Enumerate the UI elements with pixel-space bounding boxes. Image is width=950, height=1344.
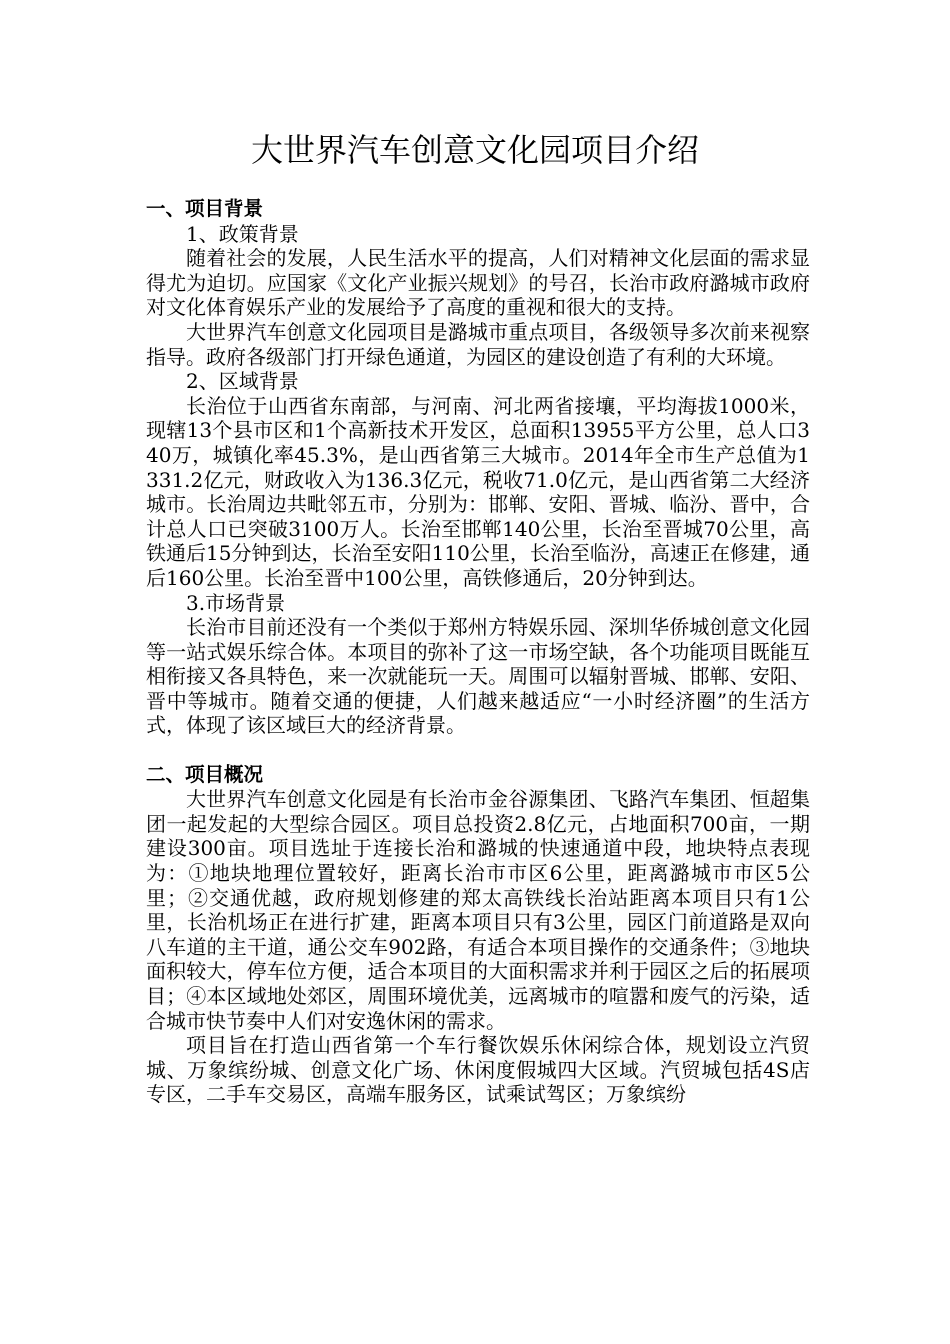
section-heading-background: 一、项目背景 xyxy=(146,197,264,220)
paragraph: 长治位于山西省东南部，与河南、河北两省接壤，平均海拔1000米，现辖13个县市区和1个高新技术开发区，总面积13955平方公里，总人口340万，城镇化率45.3%，是山西省第三大城市。2014年全市生产总值为1331.2亿元，财政收入为136.3亿元，税收71.0亿元，是山西省第二大经济城市。长治周边共毗邻五市，分别为：邯郸、安阳、晋城、临汾、晋中，合计总人口已突破3100万人。长治至邯郸140公里，长治至晋城70公里，高铁通后15分钟到达，长治至安阳110公里，长治至临汾，高速正在修建，通后160公里。长治至晋中100公里，高铁修通后，20分钟到达。 xyxy=(146,393,810,590)
paragraph: 随着社会的发展，人民生活水平的提高，人们对精神文化层面的需求显得尤为迫切。应国家《文化产业振兴规划》的号召，长治市政府潞城市政府对文化体育娱乐产业的发展给予了高度的重视和很大的支持。 xyxy=(146,246,810,320)
document-title: 大世界汽车创意文化园项目介绍 xyxy=(250,131,699,169)
paragraph: 项目旨在打造山西省第一个车行餐饮娱乐休闲综合体，规划设立汽贸城、万象缤纷城、创意文化广场、休闲度假城四大区域。汽贸城包括4S店专区，二手车交易区，高端车服务区，试乘试驾区；万象缤纷 xyxy=(146,1033,810,1107)
subheading-market-background: 3.市场背景 xyxy=(186,590,286,615)
paragraph: 大世界汽车创意文化园项目是潞城市重点项目，各级领导多次前来视察指导。政府各级部门打开绿色通道，为园区的建设创造了有利的大环境。 xyxy=(146,319,810,369)
document-body xyxy=(146,197,810,1107)
paragraph: 长治市目前还没有一个类似于郑州方特娱乐园、深圳华侨城创意文化园等一站式娱乐综合体。本项目的弥补了这一市场空缺，各个功能项目既能互相衔接又各具特色，来一次就能玩一天。周围可以辐射晋城、邯郸、安阳、晋中等城市。随着交通的便捷，人们越来越适应“一小时经济圈”的生活方式，体现了该区域巨大的经济背景。 xyxy=(146,615,810,738)
subheading-regional-background: 2、区域背景 xyxy=(186,369,299,394)
paragraph: 大世界汽车创意文化园是有长治市金谷源集团、飞路汽车集团、恒超集团一起发起的大型综合园区。项目总投资2.8亿元，占地面积700亩，一期建设300亩。项目选址于连接长治和潞城的快速通道中段，地块特点表现为：①地块地理位置较好，距离长治市市区6公里，距离潞城市市区5公里；②交通优越，政府规划修建的郑太高铁线长治站距离本项目只有1公里，长治机场正在进行扩建，距离本项目只有3公里，园区门前道路是双向八车道的主干道，通公交车902路，有适合本项目操作的交通条件；③地块面积较大，停车位方便，适合本项目的大面积需求并利于园区之后的拓展项目；④本区域地处郊区，周围环境优美，远离城市的喧嚣和废气的污染，适合城市快节奏中人们对安逸休闲的需求。 xyxy=(146,787,810,1033)
section-spacer xyxy=(146,738,810,763)
subheading-policy-background: 1、政策背景 xyxy=(186,221,299,246)
section-heading-overview: 二、项目概况 xyxy=(146,762,264,786)
